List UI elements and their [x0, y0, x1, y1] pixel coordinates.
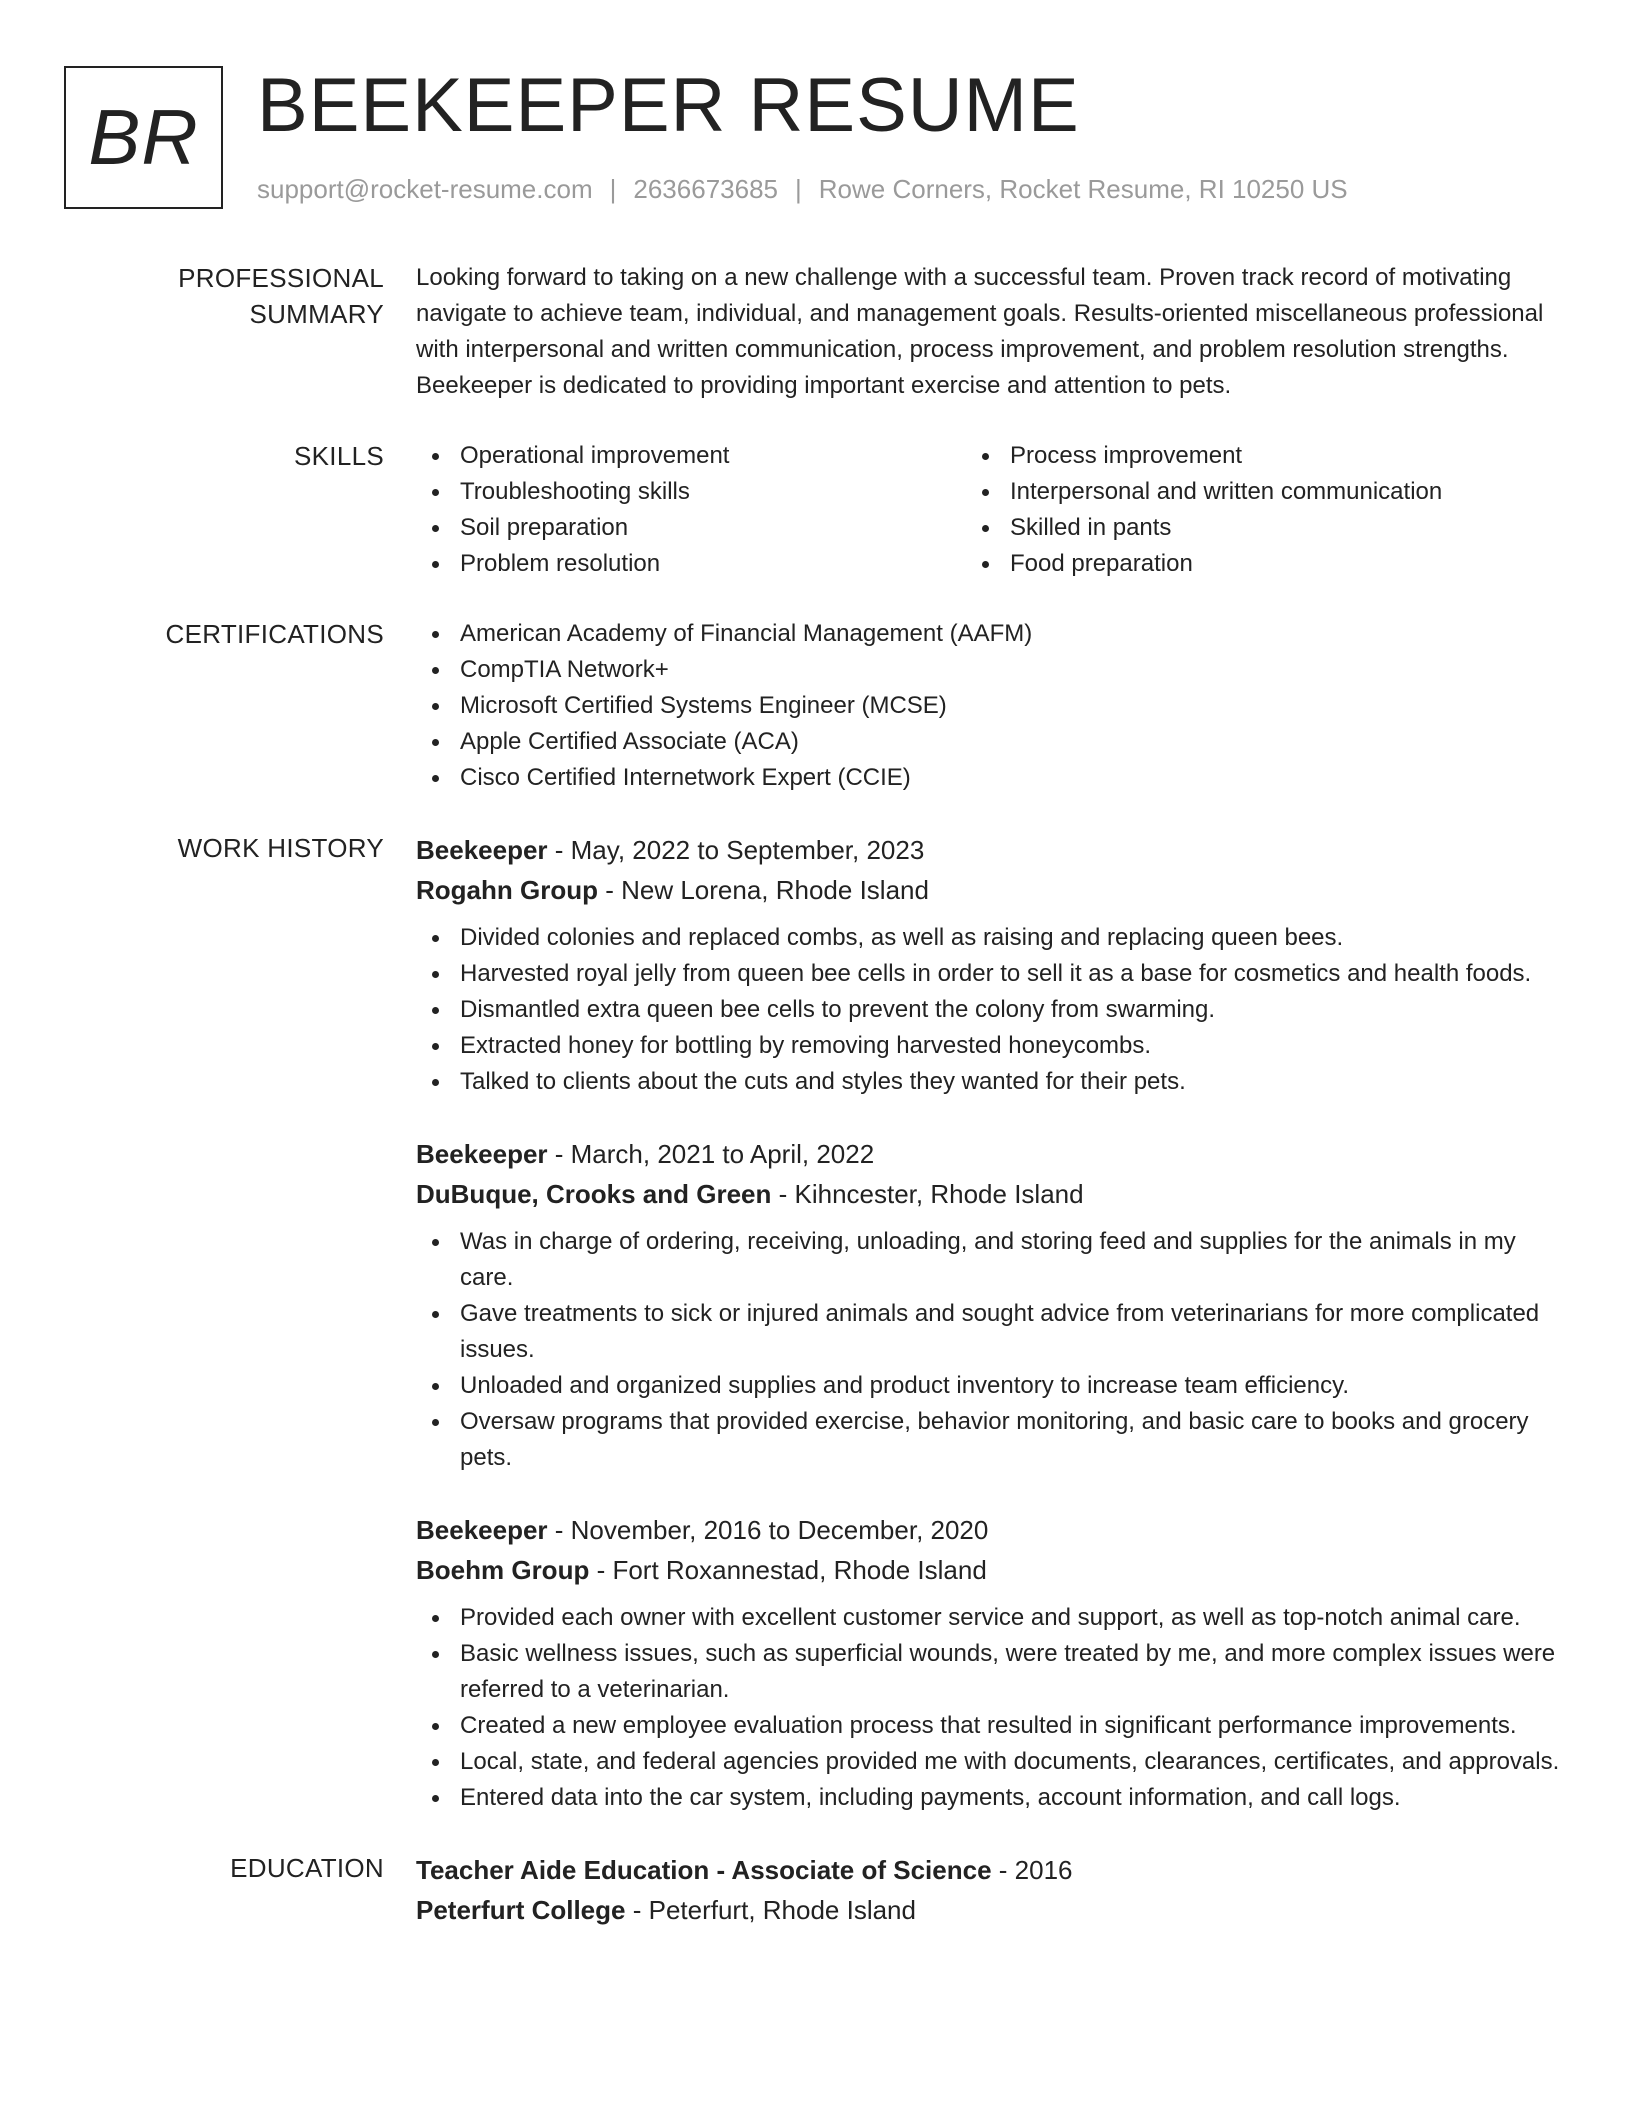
section-label: WORK HISTORY [177, 833, 384, 863]
job-duty: Basic wellness issues, such as superficial wounds, were treated by me, and more complex issues were referred to a veterinarian. [416, 1636, 1574, 1708]
certification-item: American Academy of Financial Management (AAFM) [416, 616, 1574, 652]
contact-separator: | [795, 174, 802, 204]
job-title: Beekeeper [416, 1139, 548, 1169]
contact-phone[interactable]: 2636673685 [633, 174, 778, 204]
education-school-line [416, 1890, 1574, 1930]
contact-separator: | [609, 174, 617, 204]
skill-item: Operational improvement [416, 438, 966, 474]
job-duty: Local, state, and federal agencies provided me with documents, clearances, certificates, and approvals. [416, 1744, 1574, 1780]
job-duty: Dismantled extra queen bee cells to prevent the colony from swarming. [416, 992, 1574, 1028]
resume-content [64, 260, 1574, 1964]
job-duty: Divided colonies and replaced combs, as well as raising and replacing queen bees. [416, 920, 1574, 956]
work-history-body [416, 830, 1574, 1816]
certifications-body [416, 616, 1574, 796]
education-year: - 2016 [991, 1855, 1073, 1885]
job-location: - Kihncester, Rhode Island [771, 1179, 1084, 1209]
section-label: CERTIFICATIONS [165, 619, 384, 649]
skill-item: Skilled in pants [966, 510, 1574, 546]
education-degree-line [416, 1850, 1574, 1890]
job-duty: Talked to clients about the cuts and styles they wanted for their pets. [416, 1064, 1574, 1100]
skill-item: Process improvement [966, 438, 1574, 474]
section-professional-summary [64, 260, 1574, 404]
job-duty: Created a new employee evaluation process that resulted in significant performance improvements. [416, 1708, 1574, 1744]
job-company: DuBuque, Crooks and Green [416, 1179, 772, 1209]
job-title: Beekeeper [416, 835, 548, 865]
skill-item: Problem resolution [416, 546, 966, 582]
job-title-line [416, 830, 1574, 870]
section-label: EDUCATION [230, 1853, 384, 1883]
section-skills [64, 438, 1574, 582]
job-company-line [416, 1174, 1574, 1214]
job-title-line [416, 1134, 1574, 1174]
certification-item: Apple Certified Associate (ACA) [416, 724, 1574, 760]
education-school: Peterfurt College [416, 1895, 626, 1925]
section-label: PROFESSIONAL SUMMARY [178, 263, 384, 329]
job-company: Rogahn Group [416, 875, 598, 905]
section-work-history [64, 830, 1574, 1816]
job-duty: Gave treatments to sick or injured animals and sought advice from veterinarians for more complicated issues. [416, 1296, 1574, 1368]
skills-grid [416, 438, 1574, 582]
job-entry [416, 1510, 1574, 1816]
section-certifications [64, 616, 1574, 796]
education-degree: Teacher Aide Education - Associate of Science [416, 1855, 992, 1885]
contact-line [257, 174, 1348, 205]
job-location: - New Lorena, Rhode Island [597, 875, 929, 905]
monogram-box [64, 66, 223, 209]
job-duty: Provided each owner with excellent customer service and support, as well as top-notch animal care. [416, 1600, 1574, 1636]
job-duty: Extracted honey for bottling by removing harvested honeycombs. [416, 1028, 1574, 1064]
job-entry [416, 830, 1574, 1100]
job-dates: - March, 2021 to April, 2022 [547, 1139, 875, 1169]
job-location: - Fort Roxannestad, Rhode Island [589, 1555, 987, 1585]
job-duties [416, 1600, 1574, 1816]
job-dates: - November, 2016 to December, 2020 [547, 1515, 989, 1545]
job-title: Beekeeper [416, 1515, 548, 1545]
job-title-line [416, 1510, 1574, 1550]
job-company: Boehm Group [416, 1555, 590, 1585]
monogram-initials: BR [88, 93, 199, 181]
job-company-line [416, 1550, 1574, 1590]
certification-item: Cisco Certified Internetwork Expert (CCIE) [416, 760, 1574, 796]
summary-text: Looking forward to taking on a new challenge with a successful team. Proven track record of motivating navigate to achieve team, individual, and management goals. Results-oriented miscellaneous professional with interpersonal and written communication, process improvement, and problem resolution strengths. Beekeeper is dedicated to providing important exercise and attention to pets. [416, 264, 1544, 399]
skills-list-left [416, 438, 966, 582]
job-duty: Oversaw programs that provided exercise, behavior monitoring, and basic care to books and grocery pets. [416, 1404, 1574, 1476]
job-duty: Was in charge of ordering, receiving, unloading, and storing feed and supplies for the animals in my care. [416, 1224, 1574, 1296]
job-entry [416, 1134, 1574, 1476]
education-body [416, 1850, 1574, 1930]
resume-title: BEEKEEPER RESUME [257, 63, 1080, 148]
education-location: - Peterfurt, Rhode Island [625, 1895, 916, 1925]
certification-item: Microsoft Certified Systems Engineer (MCSE) [416, 688, 1574, 724]
job-duties [416, 1224, 1574, 1476]
job-duty: Unloaded and organized supplies and product inventory to increase team efficiency. [416, 1368, 1574, 1404]
contact-address: Rowe Corners, Rocket Resume, RI 10250 US [818, 174, 1348, 204]
skill-item: Troubleshooting skills [416, 474, 966, 510]
section-label: SKILLS [294, 441, 384, 471]
section-education [64, 1850, 1574, 1930]
skill-item: Interpersonal and written communication [966, 474, 1574, 510]
job-dates: - May, 2022 to September, 2023 [547, 835, 925, 865]
certifications-list [416, 616, 1574, 796]
job-duty: Harvested royal jelly from queen bee cells in order to sell it as a base for cosmetics and health foods. [416, 956, 1574, 992]
skill-item: Food preparation [966, 546, 1574, 582]
job-company-line [416, 870, 1574, 910]
certification-item: CompTIA Network+ [416, 652, 1574, 688]
job-duty: Entered data into the car system, including payments, account information, and call logs. [416, 1780, 1574, 1816]
skills-list-right [966, 438, 1574, 582]
contact-email[interactable]: support@rocket-resume.com [257, 174, 593, 204]
skill-item: Soil preparation [416, 510, 966, 546]
job-duties [416, 920, 1574, 1100]
resume-header [64, 63, 1564, 210]
